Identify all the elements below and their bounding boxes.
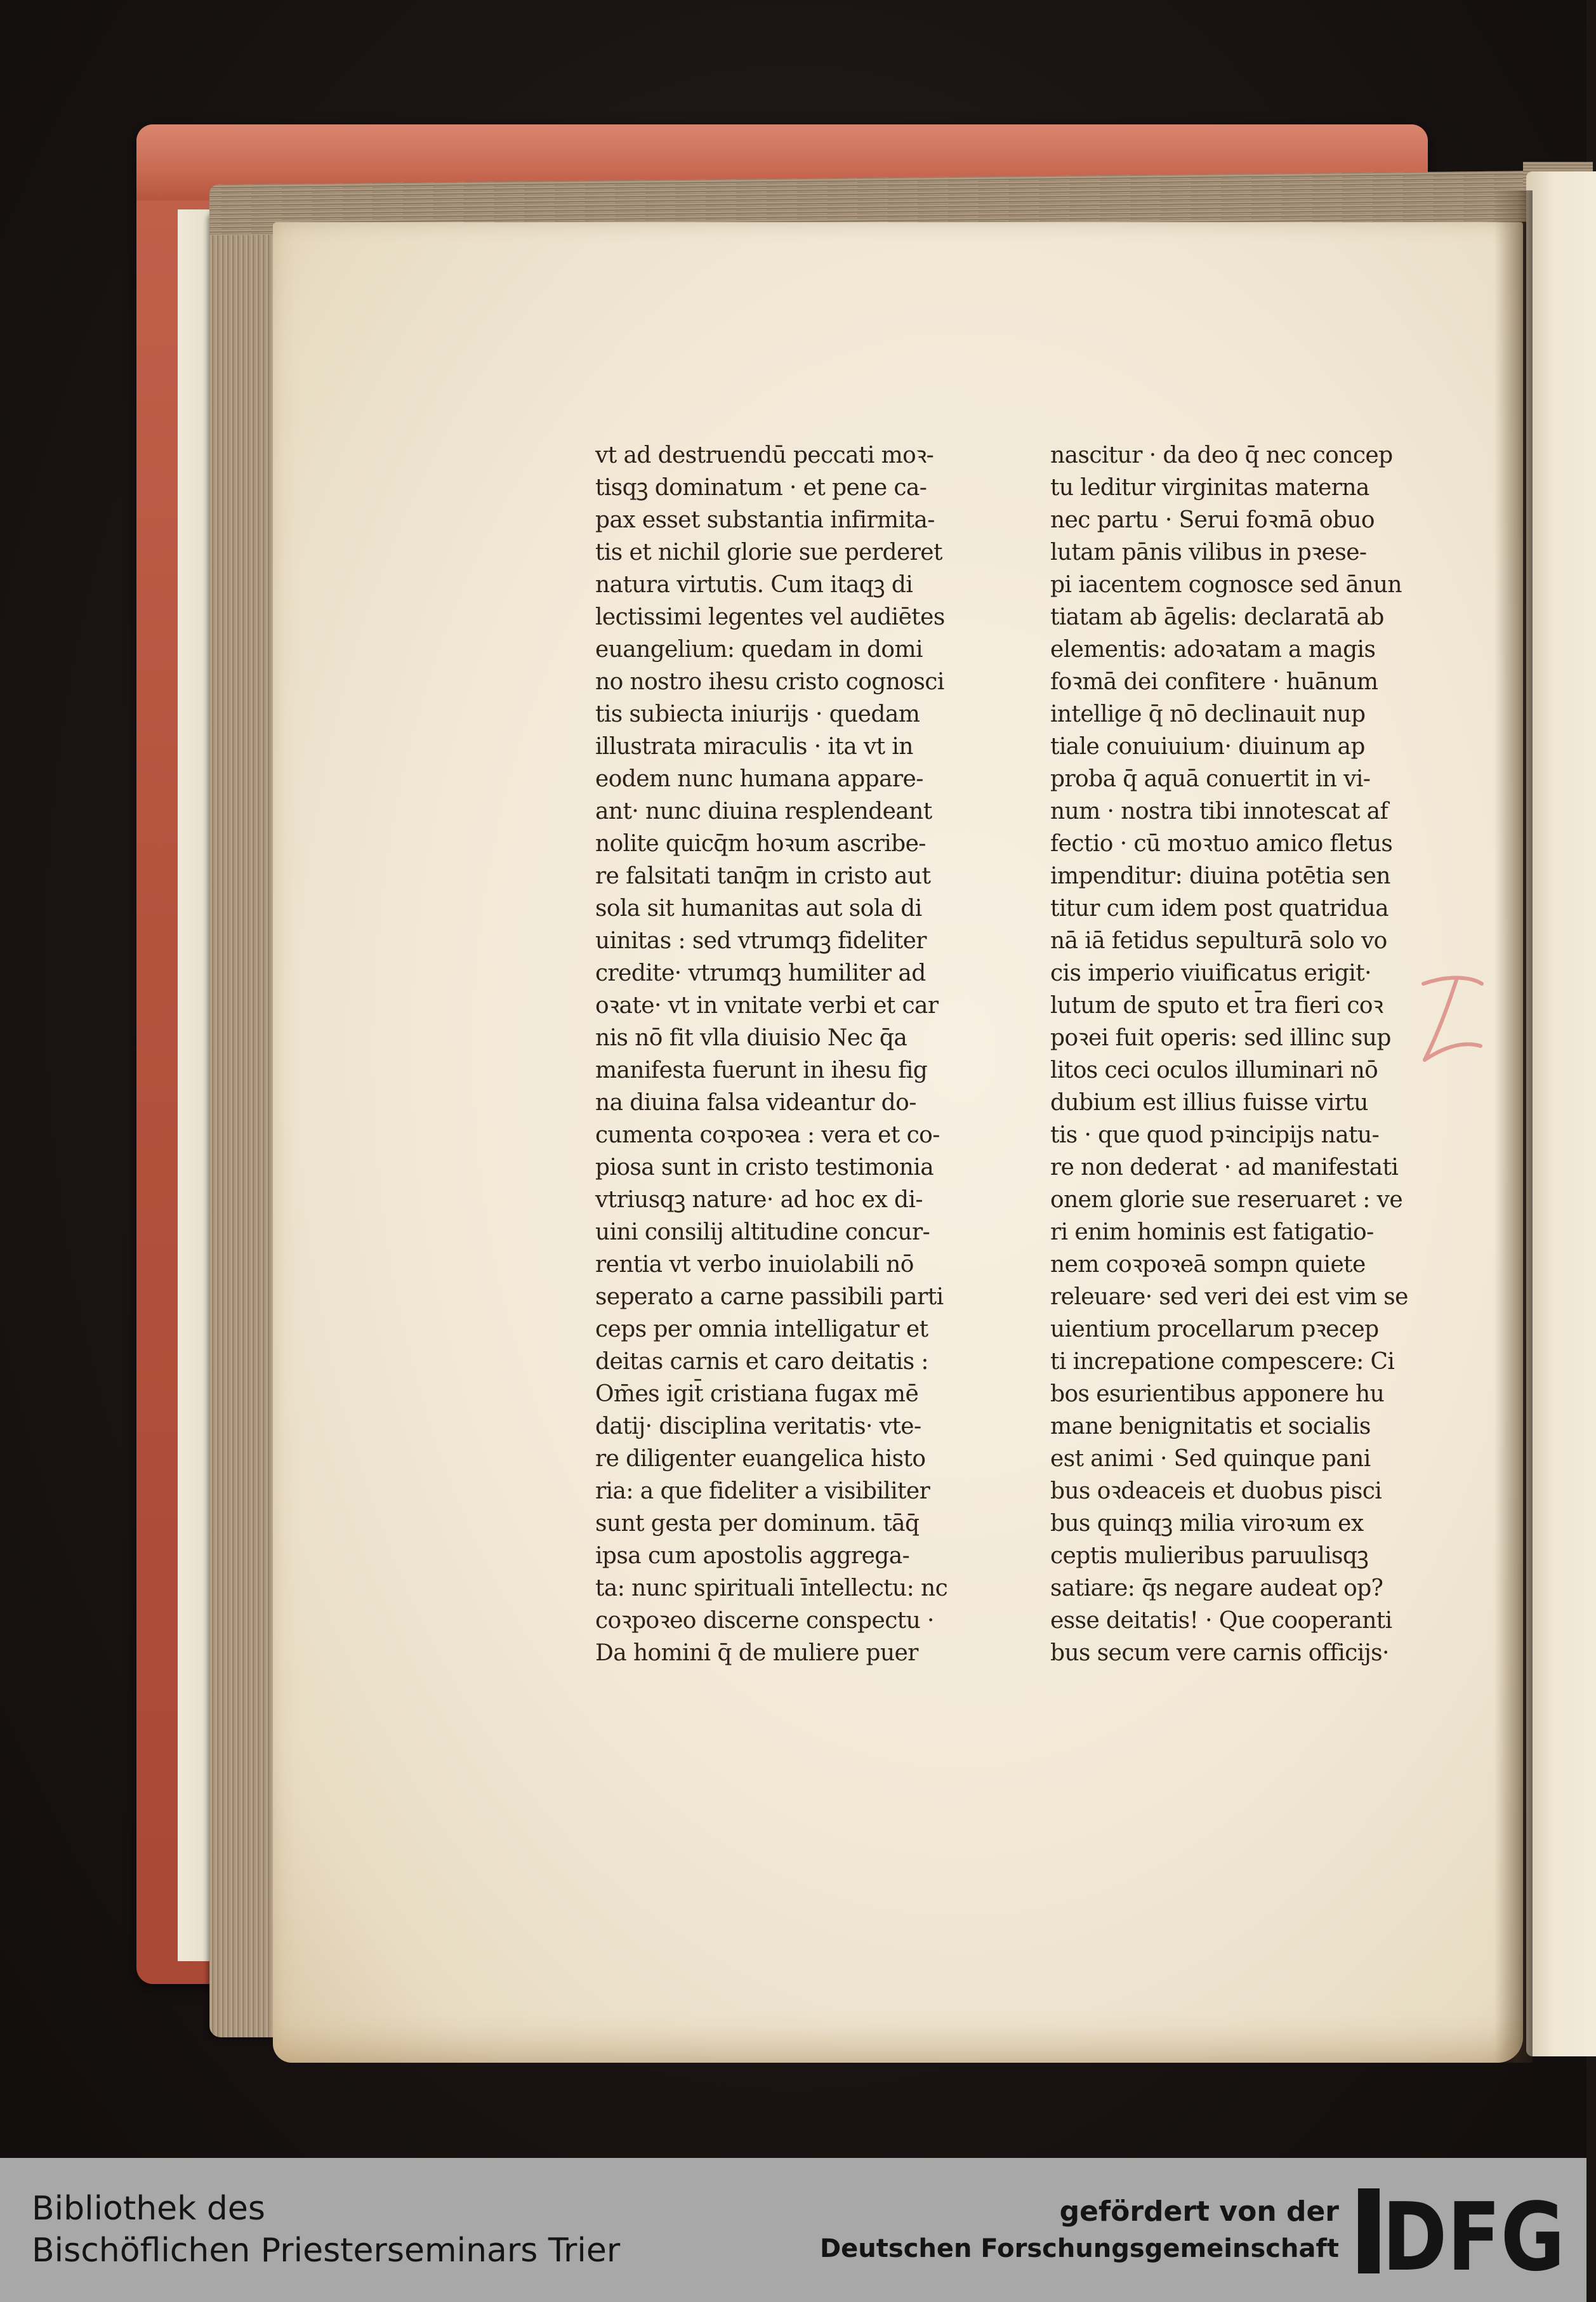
text-line: ria: a que fideliter a visibiliter [595, 1478, 930, 1504]
text-line: intellige q̄ nō declinauit nup [1050, 701, 1366, 727]
funding-line1: gefördert von der [1059, 2195, 1339, 2228]
text-line: uini consilij altitudine concur- [595, 1219, 930, 1245]
text-line: datij· disciplina veritatis· vte- [595, 1413, 921, 1439]
text-line: ant· nunc diuina resplendeant [595, 798, 932, 824]
text-line: bus secum vere carnis officijs· [1050, 1640, 1389, 1666]
text-line: tis et nichil glorie sue perderet [595, 539, 942, 566]
text-line: nec partu · Serui foꝛmā obuo [1050, 507, 1375, 533]
rubric-flourish-mark [1412, 971, 1488, 1066]
text-line: ceps per omnia intelligatur et [595, 1316, 928, 1342]
text-line: cumenta coꝛpoꝛea : vera et co- [595, 1122, 940, 1148]
text-line: piosa sunt in cristo testimonia [595, 1154, 934, 1181]
text-column-right [1050, 439, 1431, 1669]
text-line: poꝛei fuit operis: sed illinc sup [1050, 1025, 1391, 1051]
text-line: est animi · Sed quinque pani [1050, 1446, 1371, 1472]
footer-banner [0, 2158, 1586, 2302]
text-line: coꝛpoꝛeo discerne conspectu · [595, 1608, 934, 1634]
text-line: uinitas : sed vtrumqꝫ fideliter [595, 928, 927, 954]
text-line: esse deitatis! · Que cooperanti [1050, 1608, 1392, 1634]
dfg-logo-text: DFG [1382, 2183, 1565, 2292]
library-name-line1: Bibliothek des [32, 2190, 265, 2228]
text-line: ipsa cum apostolis aggrega- [595, 1543, 910, 1569]
text-line: oꝛate· vt in vnitate verbi et car [595, 993, 939, 1019]
text-line: Om̄es igit̄ cristiana fugax mē [595, 1381, 919, 1407]
text-line: pax esset substantia infirmita- [595, 507, 935, 533]
text-line: euangelium: quedam in domi [595, 637, 923, 663]
text-line: pi iacentem cognosce sed ānun [1050, 572, 1402, 598]
text-line: nis nō fit vlla diuisio Nec q̄a [595, 1025, 907, 1051]
dfg-logo [1358, 2183, 1567, 2292]
text-line: foꝛmā dei confitere · huānum [1050, 669, 1378, 695]
text-line: tu leditur virginitas materna [1050, 475, 1369, 501]
text-line: satiare: q̄s negare audeat op? [1050, 1575, 1383, 1601]
text-line: ri enim hominis est fatigatio- [1050, 1219, 1374, 1245]
text-line: elementis: adoꝛatam a magis [1050, 637, 1376, 663]
text-line: tisqꝫ dominatum · et pene ca- [595, 475, 927, 501]
text-line: credite· vtrumqꝫ humiliter ad [595, 960, 926, 986]
text-line: uientium procellarum pꝛecep [1050, 1316, 1379, 1342]
text-line: nolite quicq̄m hoꝛum ascribe- [595, 831, 926, 857]
text-line: Da homini q̄ de muliere puer [595, 1640, 918, 1666]
text-line: tis · que quod pꝛincipijs natu- [1050, 1122, 1380, 1148]
text-line: mane benignitatis et socialis [1050, 1413, 1371, 1439]
library-name-line2: Bischöflichen Priesterseminars Trier [32, 2232, 621, 2270]
text-line: num · nostra tibi innotescat af [1050, 798, 1388, 824]
text-line: tiale conuiuium· diuinum ap [1050, 734, 1365, 760]
text-line: eodem nunc humana appare- [595, 766, 923, 792]
text-line: lutam pānis vilibus in pꝛese- [1050, 539, 1367, 566]
gutter-shadow [1494, 190, 1533, 2063]
right-page [1526, 171, 1596, 2056]
text-line: ta: nunc spirituali īntellectu: nc [595, 1575, 948, 1601]
text-line: proba q̄ aquā conuertit in vi- [1050, 766, 1371, 792]
text-line: lutum de sputo et t̄ra fieri coꝛ [1050, 993, 1383, 1019]
text-line: vt ad destruendū peccati moꝛ- [595, 442, 934, 468]
funding-line2: Deutschen Forschungsgemeinschaft [819, 2234, 1339, 2263]
text-line: na diuina falsa videantur do- [595, 1090, 916, 1116]
text-column-left [595, 439, 976, 1669]
text-line: litos ceci oculos illuminari nō [1050, 1057, 1378, 1083]
text-line: rentia vt verbo inuiolabili nō [595, 1252, 914, 1278]
text-line: re diligenter euangelica histo [595, 1446, 926, 1472]
text-line: illustrata miraculis · ita vt in [595, 734, 913, 760]
text-line: seperato a carne passibili parti [595, 1284, 944, 1310]
text-line: manifesta fuerunt in ihesu fig [595, 1057, 928, 1083]
text-line: bos esurientibus apponere hu [1050, 1381, 1385, 1407]
text-line: sunt gesta per dominum. tāq̄ [595, 1511, 920, 1537]
text-line: tis subiecta iniurijs · quedam [595, 701, 920, 727]
text-line: fectio · cū moꝛtuo amico fletus [1050, 831, 1393, 857]
text-line: ceptis mulieribus paruulisqꝫ [1050, 1543, 1369, 1569]
text-line: no nostro ihesu cristo cognosci [595, 669, 944, 695]
text-line: releuare· sed veri dei est vim se [1050, 1284, 1408, 1310]
text-line: re falsitati tanq̄m in cristo aut [595, 863, 931, 889]
text-line: nascitur · da deo q̄ nec concep [1050, 442, 1393, 468]
text-line: sola sit humanitas aut sola di [595, 896, 922, 922]
text-line: bus quinqꝫ milia viroꝛum ex [1050, 1511, 1364, 1537]
text-line: nā iā fetidus sepulturā solo vo [1050, 928, 1387, 954]
text-line: titur cum idem post quatridua [1050, 896, 1388, 922]
text-line: vtriusqꝫ nature· ad hoc ex di- [595, 1187, 923, 1213]
text-line: tiatam ab āgelis: declaratā ab [1050, 604, 1384, 630]
text-line: lectissimi legentes vel audiētes [595, 604, 945, 630]
text-line: bus oꝛdeaceis et duobus pisci [1050, 1478, 1382, 1504]
text-line: re non dederat · ad manifestati [1050, 1154, 1399, 1181]
text-line: cis imperio viuificatus erigit· [1050, 960, 1371, 986]
text-line: onem glorie sue reseruaret : ve [1050, 1187, 1403, 1213]
text-line: deitas carnis et caro deitatis : [595, 1349, 928, 1375]
text-line: impenditur: diuina potētia sen [1050, 863, 1390, 889]
text-line: natura virtutis. Cum itaqꝫ di [595, 572, 913, 598]
text-line: ti increpatione compescere: Ci [1050, 1349, 1395, 1375]
text-line: dubium est illius fuisse virtu [1050, 1090, 1368, 1116]
text-line: nem coꝛpoꝛeā sompn quiete [1050, 1252, 1366, 1278]
